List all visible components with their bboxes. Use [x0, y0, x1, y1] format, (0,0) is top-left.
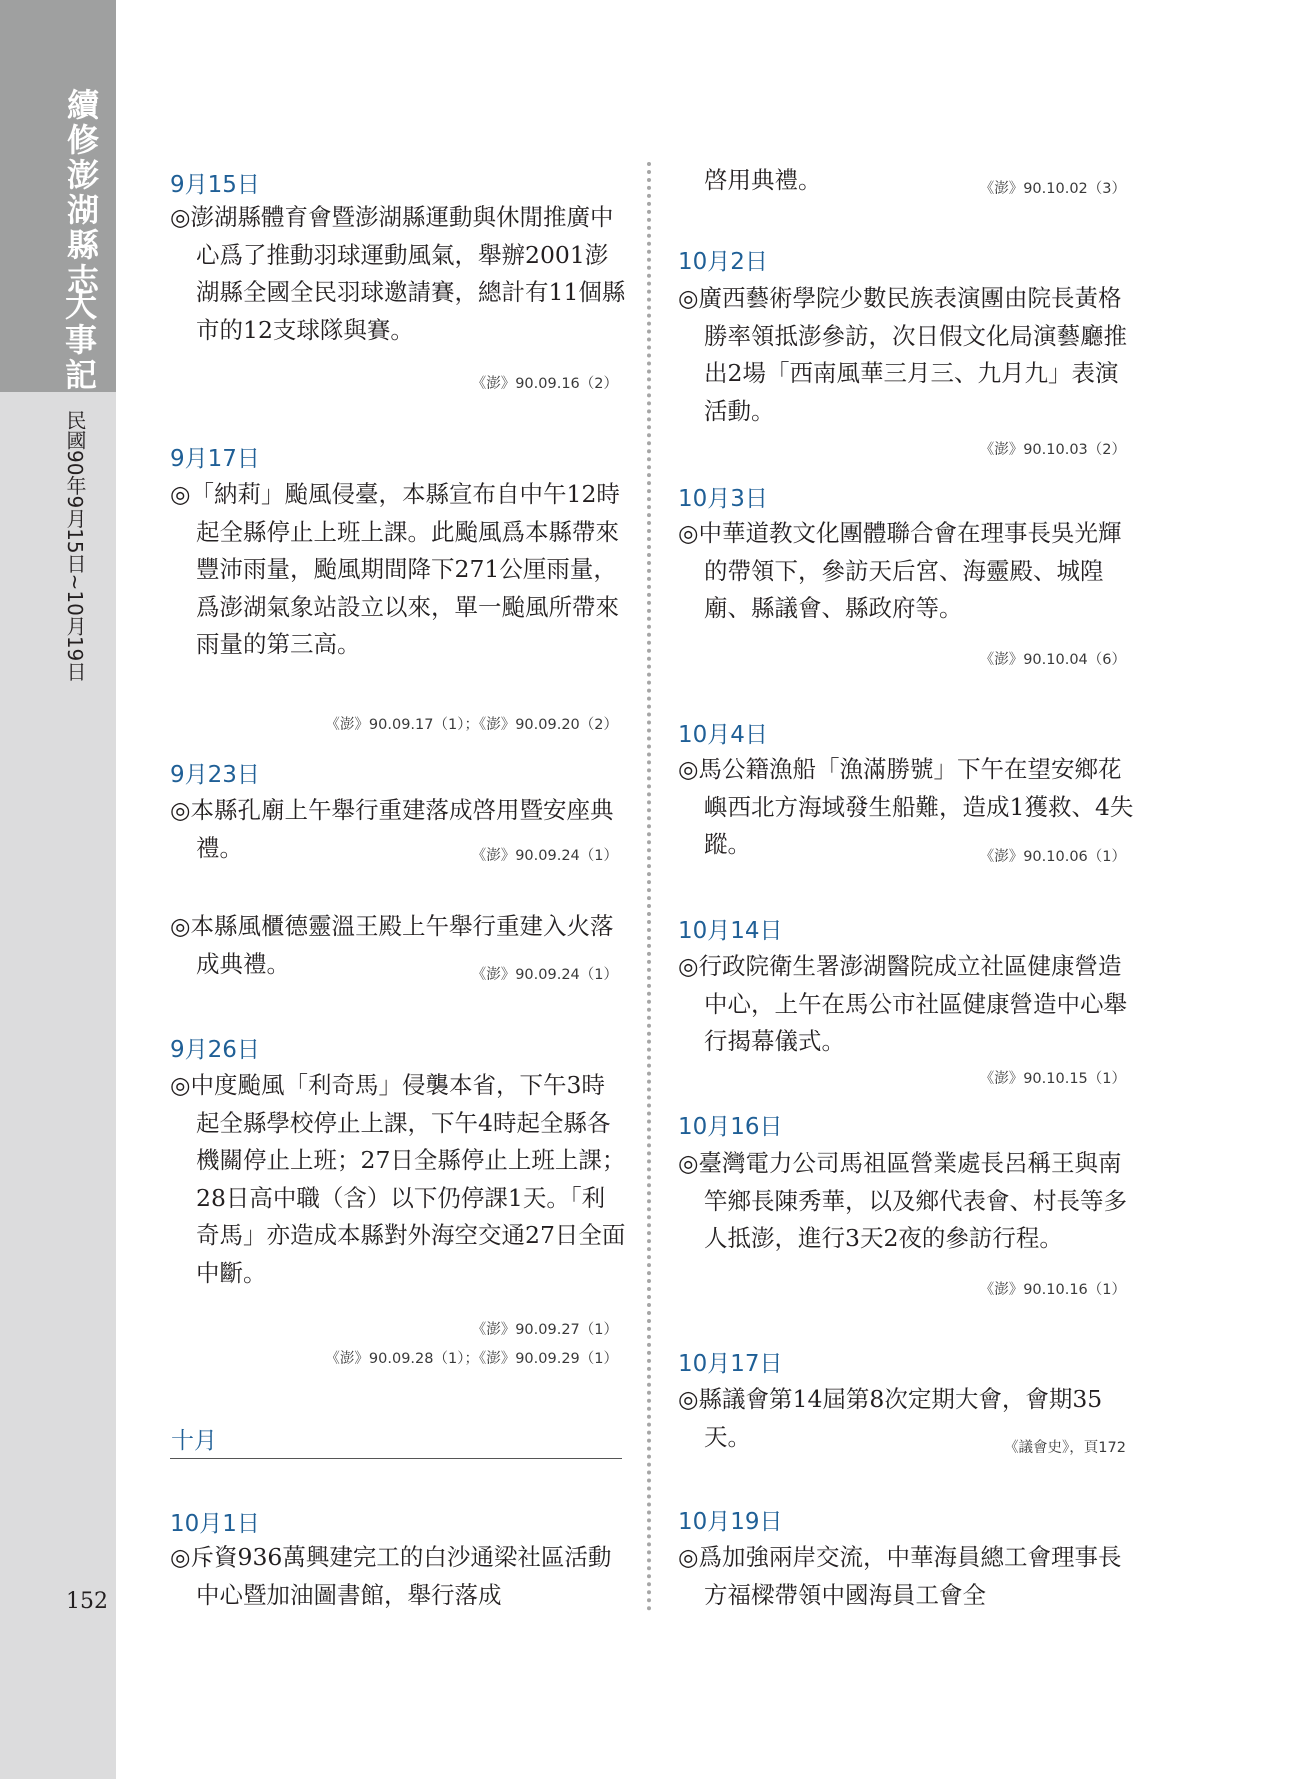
source-citation: 《澎》90.09.24（1）	[471, 967, 618, 983]
source-citation: 《澎》90.10.06（1）	[979, 849, 1126, 865]
date-heading: 10月14日	[678, 918, 783, 944]
source-citation: 《澎》90.09.28（1）；《澎》90.09.29（1）	[325, 1351, 618, 1367]
date-heading: 10月19日	[678, 1509, 783, 1535]
section-header	[170, 1424, 622, 1459]
section-label: 十月	[171, 1428, 217, 1454]
source-citation: 《澎》90.09.16（2）	[471, 376, 618, 392]
event-entry: ◎廣西藝術學院少數民族表演團由院長黃格勝率領抵澎參訪，次日假文化局演藝廳推出2場「西南風華三月三、九月九」表演活動。	[678, 284, 1127, 425]
source-citation: 《澎》90.10.16（1）	[979, 1282, 1126, 1298]
column-divider	[647, 162, 651, 1612]
date-heading: 10月3日	[678, 486, 768, 512]
source-citation: 《澎》90.09.24（1）	[471, 848, 618, 864]
period-range: 民國90年9月15日~10月19日	[63, 410, 87, 682]
date-heading: 9月17日	[170, 446, 260, 472]
source-citation: 《澎》90.10.04（6）	[979, 652, 1126, 668]
event-entry: ◎「納莉」颱風侵臺，本縣宣布自中午12時起全縣停止上班上課。此颱風爲本縣帶來豐沛雨量，颱風期間降下271公厘雨量，爲澎湖氣象站設立以來，單一颱風所帶來雨量的第三高。	[170, 480, 620, 658]
source-citation: 《澎》90.10.02（3）	[979, 181, 1126, 197]
book-title: 續修澎湖縣志	[62, 88, 100, 298]
event-entry: ◎行政院衛生署澎湖醫院成立社區健康營造中心，上午在馬公市社區健康營造中心舉行揭幕儀式。	[678, 952, 1127, 1055]
event-entry: ◎縣議會第14屆第8次定期大會，會期35天。	[678, 1385, 1103, 1451]
source-citation: 《澎》90.10.03（2）	[979, 442, 1126, 458]
event-entry: ◎澎湖縣體育會暨澎湖縣運動與休閒推廣中心爲了推動羽球運動風氣，舉辦2001澎湖縣全國全民羽球邀請賽，總計有11個縣市的12支球隊與賽。	[170, 203, 626, 344]
date-heading: 9月15日	[170, 172, 260, 198]
event-entry: ◎爲加強兩岸交流，中華海員總工會理事長方福樑帶領中國海員工會全	[678, 1543, 1122, 1609]
date-heading: 10月4日	[678, 722, 768, 748]
page-number: 152	[66, 1589, 108, 1614]
event-entry: ◎本縣孔廟上午舉行重建落成啓用暨安座典禮。	[170, 796, 614, 862]
event-entry: ◎馬公籍漁船「漁滿勝號」下午在望安鄉花嶼西北方海域發生船難，造成1獲救、4失蹤。	[678, 755, 1134, 858]
source-citation: 《澎》90.09.17（1）；《澎》90.09.20（2）	[325, 717, 618, 733]
book-subtitle: 大事記	[60, 288, 98, 393]
date-heading: 9月23日	[170, 762, 260, 788]
date-heading: 10月16日	[678, 1114, 783, 1140]
date-heading: 10月2日	[678, 249, 768, 275]
date-heading: 9月26日	[170, 1037, 260, 1063]
date-heading: 10月17日	[678, 1351, 783, 1377]
event-entry: ◎中華道教文化團體聯合會在理事長吳光輝的帶領下，參訪天后宮、海靈殿、城隍廟、縣議會、縣政府等。	[678, 519, 1122, 622]
event-entry: ◎斥資936萬興建完工的白沙通梁社區活動中心暨加油圖書館，舉行落成	[170, 1543, 612, 1609]
side-strip	[0, 0, 116, 1779]
event-entry: ◎中度颱風「利奇馬」侵襲本省，下午3時起全縣學校停止上課，下午4時起全縣各機關停止上班；27日全縣停止上班上課；28日高中職（含）以下仍停課1天。「利奇馬」亦造成本縣對外海空交通27日全面中斷。	[170, 1071, 626, 1287]
source-citation: 《澎》90.10.15（1）	[979, 1071, 1126, 1087]
event-entry: ◎臺灣電力公司馬祖區營業處長呂稱王與南竿鄉長陳秀華，以及鄉代表會、村長等多人抵澎，進行3天2夜的參訪行程。	[678, 1149, 1127, 1252]
source-citation: 《議會史》，頁172	[1004, 1440, 1126, 1456]
date-heading: 10月1日	[170, 1511, 260, 1537]
event-entry-continued: 啓用典禮。	[704, 166, 822, 194]
source-citation: 《澎》90.09.27（1）	[471, 1322, 618, 1338]
event-entry: ◎本縣風櫃德靈溫王殿上午舉行重建入火落成典禮。	[170, 912, 614, 978]
